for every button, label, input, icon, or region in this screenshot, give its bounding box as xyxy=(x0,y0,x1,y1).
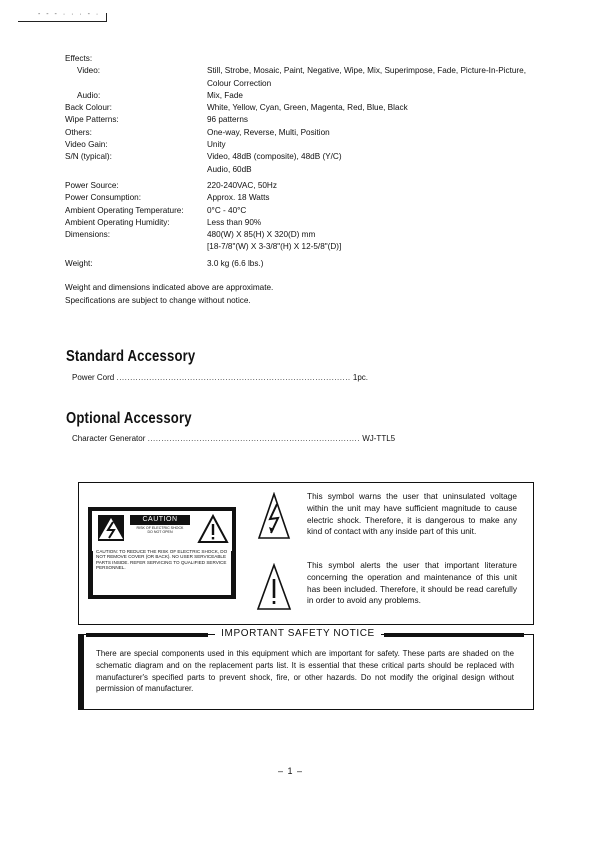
spec-row xyxy=(65,151,555,163)
spec-notes xyxy=(65,282,273,307)
spec-row xyxy=(65,78,555,90)
spec-label: Power Consumption: xyxy=(65,193,141,203)
spec-value: One-way, Reverse, Multi, Position xyxy=(207,127,330,137)
safety-notice-bar xyxy=(78,634,84,710)
lightning-symbol-text: This symbol warns the user that uninsulated voltage within the unit may have sufficient magnitude to cause electric shock. Therefore, it is dangerous to make any kind of contact with any inside part of this unit. xyxy=(307,491,517,537)
safety-notice-title: IMPORTANT SAFETY NOTICE xyxy=(215,628,381,639)
caution-exclamation-icon xyxy=(196,513,230,545)
caution-title: CAUTION xyxy=(130,515,190,525)
spec-value: 480(W) X 85(H) X 320(D) mm xyxy=(207,230,316,240)
spec-row xyxy=(65,229,555,241)
spec-row xyxy=(65,53,555,65)
accessory-item: Power Cord xyxy=(72,373,115,382)
header-tick xyxy=(106,13,107,22)
spec-value: 0°C - 40°C xyxy=(207,205,247,215)
spec-label: S/N (typical): xyxy=(65,152,112,162)
standard-accessory-heading: Standard Accessory xyxy=(66,348,196,365)
header-text: - - - · · · - · xyxy=(38,11,101,18)
note-approximate: Weight and dimensions indicated above are approximate. xyxy=(65,283,274,292)
spec-row xyxy=(65,127,555,139)
spec-value: Audio, 60dB xyxy=(207,164,252,174)
spec-label xyxy=(65,78,207,90)
spec-value: Video, 48dB (composite), 48dB (Y/C) xyxy=(207,152,342,162)
spec-value: Still, Strobe, Mosaic, Paint, Negative, Wipe, Mix, Superimpose, Fade, Picture-In-Picture, xyxy=(207,66,526,76)
safety-notice-rule-right xyxy=(384,633,524,637)
exclamation-symbol-icon xyxy=(255,563,293,613)
spec-row xyxy=(65,241,555,253)
spec-label: Video: xyxy=(77,66,101,76)
exclamation-symbol-text: This symbol alerts the user that important literature concerning the operation and maintenance of this unit has been included. Therefore, it should be read carefully in order to avoid any problems. xyxy=(307,560,517,606)
spec-row xyxy=(65,102,555,114)
spec-value: [18-7/8"(W) X 3-3/8"(H) X 12-5/8"(D)] xyxy=(207,242,342,252)
spec-value: 96 patterns xyxy=(207,115,248,125)
spec-row xyxy=(65,90,555,102)
accessory-item: Character Generator xyxy=(72,434,146,443)
spec-value: Mix, Fade xyxy=(207,90,243,100)
accessory-qty: 1pc. xyxy=(352,373,368,382)
spec-value: Colour Correction xyxy=(207,78,272,88)
caution-sub2: DO NOT OPEN xyxy=(147,530,173,534)
spec-label xyxy=(65,164,207,176)
spec-row xyxy=(65,65,555,77)
spec-row xyxy=(65,258,555,270)
safety-notice-rule-left xyxy=(86,633,208,637)
spec-label: Weight: xyxy=(65,258,93,268)
spec-value: Less than 90% xyxy=(207,217,262,227)
standard-accessory-line xyxy=(72,373,368,382)
spec-label: Back Colour: xyxy=(65,103,112,113)
leader-dots: .............................................................................. xyxy=(147,434,360,443)
spec-label: Effects: xyxy=(65,54,93,63)
accessory-model: WJ-TTL5 xyxy=(362,434,396,443)
spec-value xyxy=(207,53,555,65)
header-rule xyxy=(18,21,106,22)
spec-row xyxy=(65,139,555,151)
specifications-table xyxy=(65,53,555,270)
spec-value: Unity xyxy=(207,140,226,150)
spec-label: Wipe Patterns: xyxy=(65,115,119,125)
caution-text: CAUTION: TO REDUCE THE RISK OF ELECTRIC SHOCK, DO NOT REMOVE COVER (OR BACK). NO USER SERVICEABLE PARTS INSIDE. REFER SERVICING TO QUALIFIED SERVICE PERSONNEL. xyxy=(93,547,231,595)
spec-row xyxy=(65,114,555,126)
spec-row xyxy=(65,205,555,217)
spec-value: Approx. 18 Watts xyxy=(207,193,270,203)
spec-label xyxy=(65,241,207,253)
spec-value: 3.0 kg (6.6 lbs.) xyxy=(207,258,264,268)
spec-row xyxy=(65,217,555,229)
page-number: – 1 – xyxy=(278,766,304,776)
spec-label: Ambient Operating Temperature: xyxy=(65,205,184,215)
spec-label: Power Source: xyxy=(65,180,119,190)
caution-subtitle xyxy=(130,526,190,534)
optional-accessory-heading: Optional Accessory xyxy=(66,410,192,427)
caution-sub1: RISK OF ELECTRIC SHOCK xyxy=(136,526,184,530)
spec-label: Others: xyxy=(65,127,92,137)
safety-notice-text: There are special components used in this equipment which are important for safety. These parts are shaded on the schematic diagram and on the replacement parts list. It is essential that these critical parts should be replaced with manufacturer's specified parts to prevent shock, fire, or other hazards. Do not modify the original design without permission of manufacturer. xyxy=(96,649,514,694)
spec-row xyxy=(65,192,555,204)
lightning-symbol-icon xyxy=(257,492,291,542)
spec-value: White, Yellow, Cyan, Green, Magenta, Red, Blue, Black xyxy=(207,103,408,113)
note-change: Specifications are subject to change without notice. xyxy=(65,295,251,305)
spec-label: Dimensions: xyxy=(65,230,111,240)
leader-dots: ...................................................................................... xyxy=(116,373,351,382)
spec-label: Video Gain: xyxy=(65,140,108,150)
caution-lightning-icon xyxy=(96,513,126,543)
spec-row xyxy=(65,164,555,176)
spec-value: 220-240VAC, 50Hz xyxy=(207,180,277,190)
optional-accessory-line xyxy=(72,434,395,443)
spec-label: Ambient Operating Humidity: xyxy=(65,217,170,227)
spec-label: Audio: xyxy=(77,90,101,100)
spec-row xyxy=(65,180,555,192)
